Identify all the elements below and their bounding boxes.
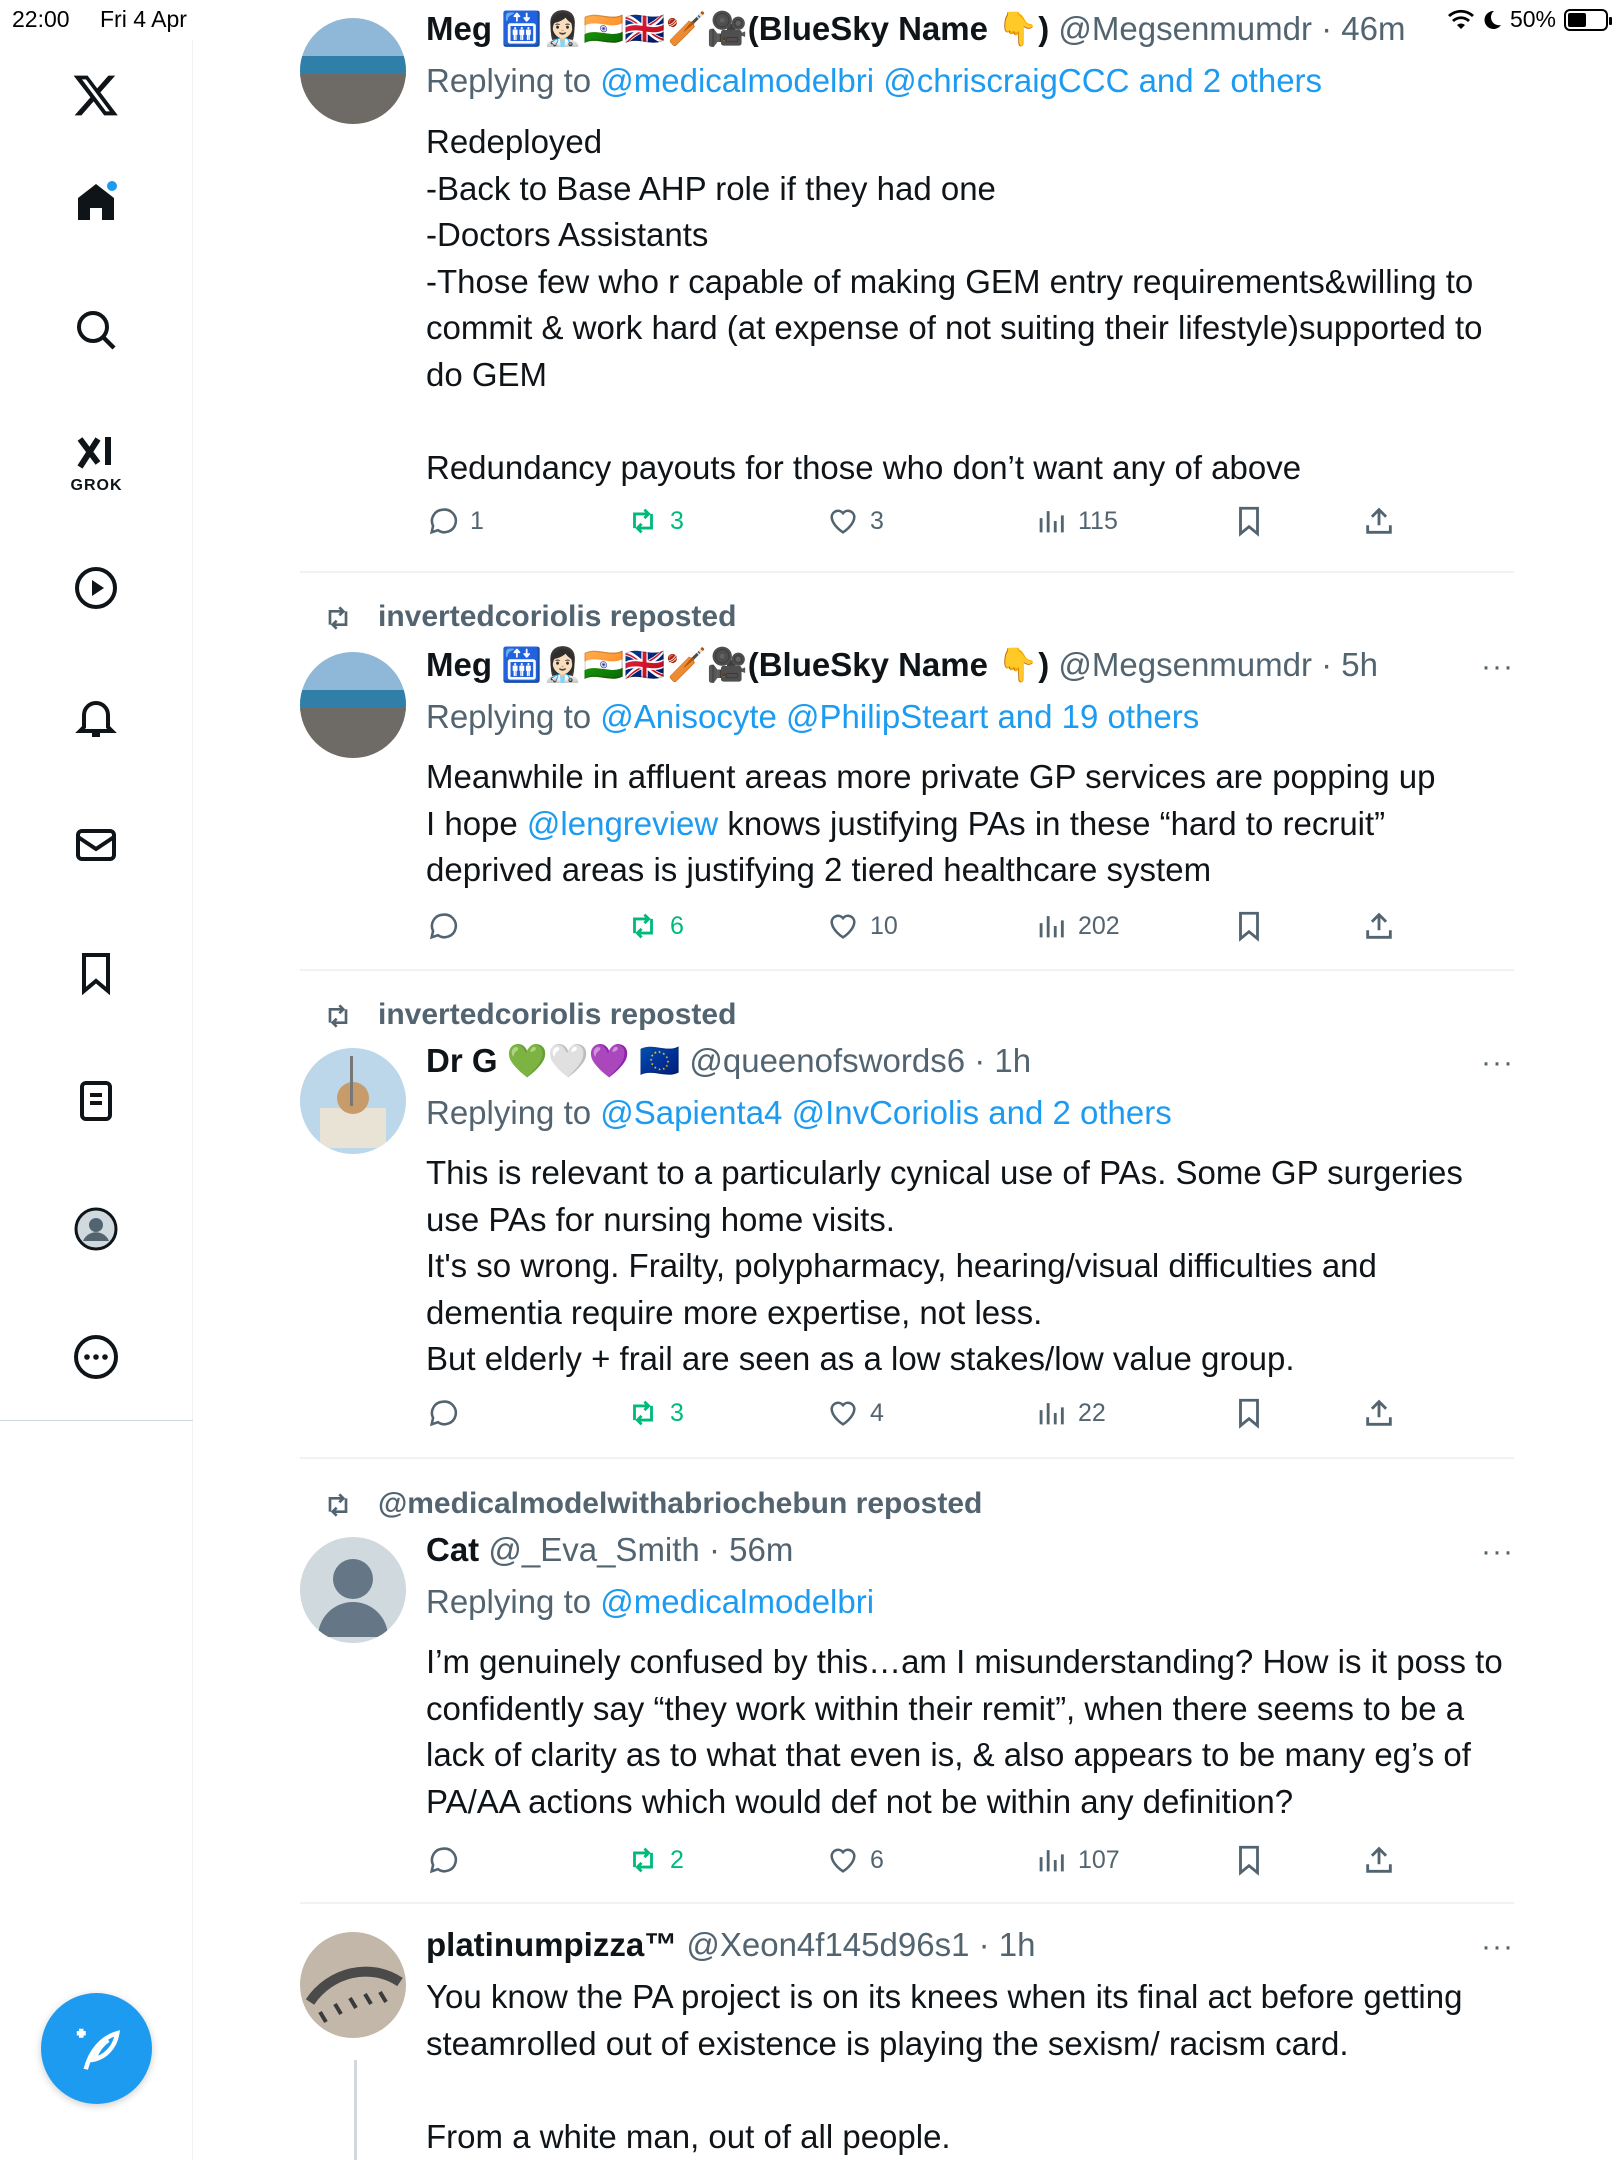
handle[interactable]: @Xeon4f145d96s1 bbox=[686, 1926, 970, 1963]
mention-link[interactable]: @lengreview bbox=[526, 804, 719, 842]
reply-icon bbox=[426, 1396, 460, 1430]
status-time: 22:00 bbox=[12, 6, 70, 32]
reply-to-prefix: Replying to bbox=[426, 1094, 592, 1131]
battery-icon bbox=[1564, 9, 1608, 31]
display-name[interactable]: Meg 🛗👩🏻‍⚕️🇮🇳🇬🇧🏏🎥(BlueSky Name 👇) bbox=[426, 646, 1050, 683]
views-button[interactable] bbox=[1034, 909, 1120, 943]
bookmark-icon bbox=[1232, 1843, 1266, 1877]
reply-button[interactable] bbox=[426, 1396, 470, 1430]
like-count: 10 bbox=[870, 911, 898, 940]
lists-icon[interactable] bbox=[66, 1071, 126, 1131]
handle[interactable]: @queenofswords6 bbox=[689, 1042, 966, 1079]
x-logo-icon[interactable] bbox=[66, 65, 126, 125]
tweet-header bbox=[426, 1926, 1035, 1964]
timestamp[interactable]: · 1h bbox=[978, 1926, 1036, 1963]
avatar[interactable] bbox=[300, 18, 406, 124]
share-button[interactable] bbox=[1362, 909, 1396, 943]
sidebar-divider bbox=[0, 1420, 193, 1421]
grok-label: GROK bbox=[70, 477, 123, 494]
avatar[interactable] bbox=[300, 1048, 406, 1154]
display-name[interactable]: platinumpizza™ bbox=[426, 1926, 678, 1963]
repost-count: 3 bbox=[670, 506, 684, 535]
like-button[interactable] bbox=[826, 1396, 884, 1430]
avatar[interactable] bbox=[300, 652, 406, 758]
reply-button[interactable] bbox=[426, 1843, 470, 1877]
profile-icon[interactable] bbox=[66, 1199, 126, 1259]
repost-count: 2 bbox=[670, 1845, 684, 1874]
like-count: 4 bbox=[870, 1398, 884, 1427]
thread-connector bbox=[354, 2060, 357, 2160]
views-icon bbox=[1034, 1843, 1068, 1877]
reply-to-link[interactable]: @medicalmodelbri bbox=[600, 1583, 875, 1620]
home-icon[interactable] bbox=[66, 172, 126, 232]
repost-button[interactable] bbox=[626, 1396, 684, 1430]
repost-icon bbox=[322, 1000, 354, 1032]
repost-button[interactable] bbox=[626, 909, 684, 943]
tweet-header bbox=[426, 1042, 1031, 1081]
tweet-separator bbox=[300, 1457, 1514, 1459]
reply-to-link[interactable]: @Sapienta4 @InvCoriolis and 2 others bbox=[600, 1094, 1172, 1131]
share-icon bbox=[1362, 1843, 1396, 1877]
bookmark-button[interactable] bbox=[1232, 909, 1266, 943]
handle[interactable]: @_Eva_Smith bbox=[488, 1531, 700, 1568]
tweet-line: You know the PA project is on its knees when its final act before getting steamrolled out of existence is playing the sexism/ racism card. bbox=[426, 1978, 1463, 2062]
video-icon[interactable] bbox=[66, 558, 126, 618]
heart-icon bbox=[826, 1843, 860, 1877]
wifi-icon bbox=[1448, 9, 1474, 31]
reply-to-prefix: Replying to bbox=[426, 1583, 592, 1620]
views-button[interactable] bbox=[1034, 1843, 1120, 1877]
reply-to-prefix: Replying to bbox=[426, 62, 592, 99]
tweet-text bbox=[426, 1974, 1516, 2160]
reply-icon bbox=[426, 909, 460, 943]
search-icon[interactable] bbox=[66, 300, 126, 360]
tweet-header bbox=[426, 646, 1378, 685]
tweet-line: From a white man, out of all people. bbox=[426, 2117, 951, 2155]
more-options-button[interactable]: ··· bbox=[1481, 1046, 1514, 1079]
sidebar bbox=[0, 40, 193, 2160]
views-button[interactable] bbox=[1034, 504, 1118, 538]
tweet-text bbox=[426, 119, 1516, 491]
reply-button[interactable] bbox=[426, 909, 470, 943]
bookmark-button[interactable] bbox=[1232, 1396, 1266, 1430]
grok-icon[interactable] bbox=[66, 425, 126, 485]
bookmark-icon bbox=[1232, 504, 1266, 538]
tweet-actions bbox=[426, 1843, 1426, 1883]
reply-count: 1 bbox=[470, 506, 484, 535]
repost-count: 3 bbox=[670, 1398, 684, 1427]
avatar[interactable] bbox=[300, 1537, 406, 1643]
views-count: 107 bbox=[1078, 1845, 1120, 1874]
repost-count: 6 bbox=[670, 911, 684, 940]
bookmark-icon bbox=[1232, 1396, 1266, 1430]
tweet-separator bbox=[300, 969, 1514, 971]
like-count: 6 bbox=[870, 1845, 884, 1874]
compose-button[interactable] bbox=[41, 1993, 152, 2104]
tweet-line: It's so wrong. Frailty, polypharmacy, hearing/visual difficulties and dementia require more expertise, not less. bbox=[426, 1247, 1377, 1331]
tweet-line: -Doctors Assistants bbox=[426, 216, 709, 253]
reply-to bbox=[426, 1583, 874, 1621]
messages-icon[interactable] bbox=[66, 815, 126, 875]
views-icon bbox=[1034, 909, 1068, 943]
avatar[interactable] bbox=[300, 1932, 406, 2038]
tweet-header bbox=[426, 10, 1406, 49]
views-icon bbox=[1034, 504, 1068, 538]
handle[interactable]: @Megsenmumdr bbox=[1058, 646, 1312, 683]
tweet-line: This is relevant to a particularly cynical use of PAs. Some GP surgeries use PAs for nursing home visits. bbox=[426, 1154, 1463, 1238]
tweet-line bbox=[426, 801, 1516, 894]
share-button[interactable] bbox=[1362, 1843, 1396, 1877]
like-button[interactable] bbox=[826, 909, 898, 943]
reply-icon bbox=[426, 1843, 460, 1877]
tweet-text bbox=[426, 1639, 1516, 1825]
display-name[interactable]: Cat bbox=[426, 1531, 480, 1568]
tweet-text-segment: knows justifying PAs in these “hard to recruit” deprived areas is justifying 2 tiered healthcare system bbox=[426, 804, 1386, 888]
repost-button[interactable] bbox=[626, 1843, 684, 1877]
repost-icon bbox=[626, 1843, 660, 1877]
notifications-icon[interactable] bbox=[66, 687, 126, 747]
tweet-line: -Back to Base AHP role if they had one bbox=[426, 169, 996, 207]
reply-to bbox=[426, 698, 1199, 736]
share-button[interactable] bbox=[1362, 504, 1396, 538]
tweet-line: Meanwhile in affluent areas more private GP services are popping up bbox=[426, 758, 1436, 795]
reposted-by[interactable]: @medicalmodelwithabriochebun reposted bbox=[378, 1487, 983, 1520]
reply-button[interactable] bbox=[426, 504, 484, 538]
tweet-line bbox=[426, 2067, 1516, 2114]
compose-feather-icon bbox=[70, 2022, 124, 2076]
repost-icon bbox=[626, 504, 660, 538]
reply-to bbox=[426, 1094, 1172, 1132]
handle[interactable]: @Megsenmumdr bbox=[1058, 10, 1312, 47]
share-icon bbox=[1362, 504, 1396, 538]
reply-to-prefix: Replying to bbox=[426, 698, 592, 735]
bookmarks-icon[interactable] bbox=[66, 943, 126, 1003]
tweet-text bbox=[426, 1150, 1516, 1383]
display-name[interactable]: Dr G 💚🤍💜 🇪🇺 bbox=[426, 1042, 681, 1079]
repost-label bbox=[378, 998, 736, 1032]
tweet-text bbox=[426, 754, 1516, 894]
tweet-line: Redeployed bbox=[426, 123, 603, 160]
bookmark-button[interactable] bbox=[1232, 1843, 1266, 1877]
timestamp[interactable]: · 46m bbox=[1321, 10, 1406, 47]
like-button[interactable] bbox=[826, 1843, 884, 1877]
bookmark-icon bbox=[1232, 909, 1266, 943]
like-count: 3 bbox=[870, 506, 884, 535]
reply-to bbox=[426, 62, 1322, 100]
more-options-button[interactable]: ··· bbox=[1481, 1535, 1514, 1568]
repost-label bbox=[378, 600, 736, 634]
heart-icon bbox=[826, 909, 860, 943]
share-icon bbox=[1362, 909, 1396, 943]
tweet-separator bbox=[300, 571, 1514, 573]
display-name[interactable]: Meg 🛗👩🏻‍⚕️🇮🇳🇬🇧🏏🎥(BlueSky Name 👇) bbox=[426, 10, 1050, 47]
status-date: Fri 4 Apr bbox=[100, 6, 187, 32]
bookmark-button[interactable] bbox=[1232, 504, 1266, 538]
share-button[interactable] bbox=[1362, 1396, 1396, 1430]
tweet-separator bbox=[300, 1902, 1514, 1904]
reply-to-link[interactable]: @Anisocyte @PhilipSteart and 19 others bbox=[600, 698, 1200, 735]
status-right bbox=[1448, 6, 1608, 33]
repost-icon bbox=[322, 1489, 354, 1521]
repost-label bbox=[378, 1487, 982, 1521]
views-count: 115 bbox=[1078, 506, 1118, 535]
tweet-line bbox=[426, 398, 1516, 445]
share-icon bbox=[1362, 1396, 1396, 1430]
timestamp[interactable]: · 5h bbox=[1321, 646, 1379, 683]
timestamp[interactable]: · 1h bbox=[974, 1042, 1032, 1079]
tweet-text-segment: I hope bbox=[426, 804, 527, 842]
repost-icon bbox=[626, 909, 660, 943]
timestamp[interactable]: · 56m bbox=[708, 1531, 794, 1568]
tweet-actions bbox=[426, 909, 1426, 949]
tweet-actions bbox=[426, 504, 1426, 544]
tweet-line: Redundancy payouts for those who don’t want any of above bbox=[426, 448, 1302, 486]
moon-icon bbox=[1482, 9, 1502, 31]
heart-icon bbox=[826, 1396, 860, 1430]
battery-percent: 50% bbox=[1509, 6, 1556, 32]
like-button[interactable] bbox=[826, 504, 884, 538]
more-options-button[interactable]: ··· bbox=[1481, 650, 1514, 683]
heart-icon bbox=[826, 504, 860, 538]
views-count: 202 bbox=[1078, 911, 1120, 940]
reposted-by[interactable]: invertedcoriolis reposted bbox=[378, 998, 737, 1031]
more-icon[interactable] bbox=[66, 1327, 126, 1387]
reposted-by[interactable]: invertedcoriolis reposted bbox=[378, 600, 737, 633]
tweet-line: But elderly + frail are seen as a low stakes/low value group. bbox=[426, 1340, 1295, 1377]
tweet-line: -Those few who r capable of making GEM entry requirements&willing to commit & work hard (at expense of not suiting their lifestyle)supported to do GEM bbox=[426, 262, 1483, 393]
views-button[interactable] bbox=[1034, 1396, 1106, 1430]
reply-to-link[interactable]: @medicalmodelbri @chriscraigCCC and 2 others bbox=[600, 62, 1323, 99]
tweet-line: I’m genuinely confused by this…am I misunderstanding? How is it poss to confidently say “they work within their remit”, when there seems to be a lack of clarity as to what that even is, & also appears to be many eg’s of PA/AA actions which would def not be within any definition? bbox=[426, 1643, 1503, 1820]
tweet-header bbox=[426, 1531, 793, 1569]
tweet-actions bbox=[426, 1396, 1426, 1436]
repost-icon bbox=[322, 602, 354, 634]
repost-icon bbox=[626, 1396, 660, 1430]
more-options-button[interactable]: ··· bbox=[1481, 1930, 1514, 1963]
views-count: 22 bbox=[1078, 1398, 1106, 1427]
repost-button[interactable] bbox=[626, 504, 684, 538]
reply-icon bbox=[426, 504, 460, 538]
views-icon bbox=[1034, 1396, 1068, 1430]
